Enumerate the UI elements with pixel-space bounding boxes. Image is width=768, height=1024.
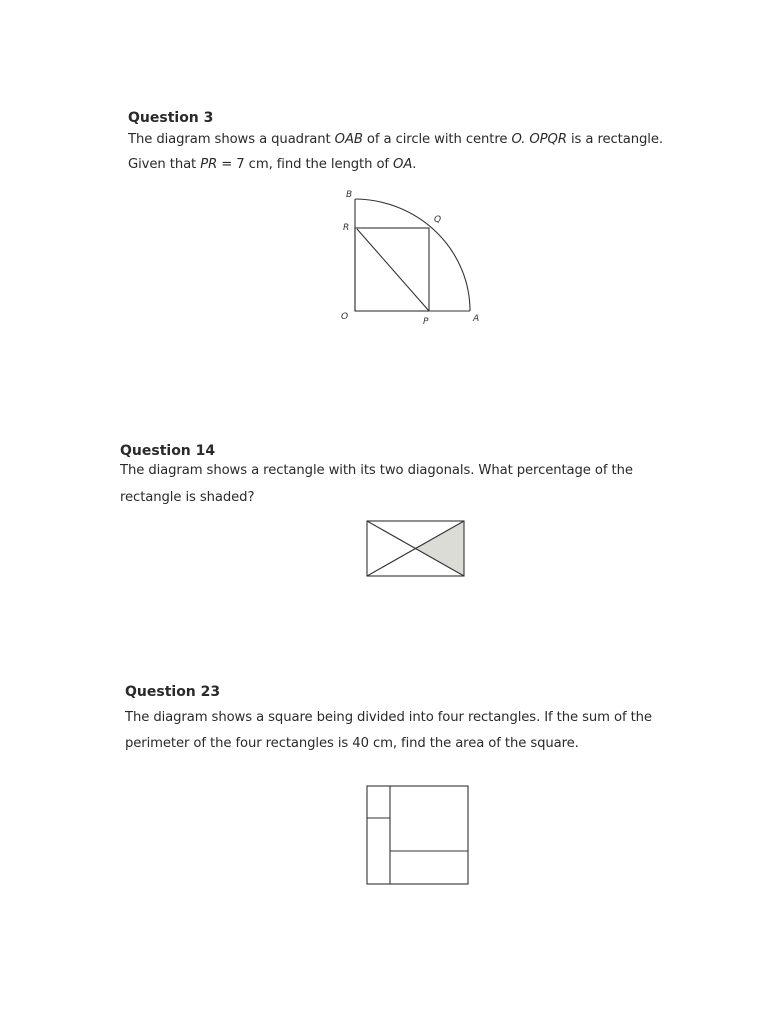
- outer-square: [367, 786, 468, 884]
- label-a: A: [473, 314, 480, 324]
- question-14-text-line-2: rectangle is shaded?: [120, 490, 255, 505]
- q3-l1-p2: of a circle with centre: [362, 132, 512, 147]
- label-q: Q: [434, 215, 442, 225]
- question-23-text-line-1: The diagram shows a square being divided into four rectangles. If the sum of the: [125, 710, 652, 725]
- q3-l2-p3: .: [412, 157, 417, 172]
- question-14-title: Question 14: [120, 443, 216, 459]
- label-b: B: [346, 190, 353, 200]
- q3-l1-i1: OAB: [334, 132, 363, 147]
- q3-l2-p2: = 7 cm, find the length of: [217, 157, 394, 172]
- q3-l2-i2: OA: [393, 157, 413, 172]
- question-23-title: Question 23: [125, 684, 221, 700]
- question-23-text-line-2: perimeter of the four rectangles is 40 cm, find the area of the square.: [125, 736, 579, 751]
- q3-l1-p4: is a rectangle.: [566, 132, 663, 147]
- q3-l1-p1: The diagram shows a quadrant: [128, 132, 335, 147]
- label-p: P: [423, 317, 429, 327]
- label-r: R: [343, 223, 350, 233]
- q3-l2-i1: PR: [200, 157, 218, 172]
- q3-l1-i2: O.: [511, 132, 526, 147]
- label-o: O: [341, 312, 349, 322]
- question-3-title: Question 3: [128, 110, 214, 126]
- question-14-text-line-1: The diagram shows a rectangle with its two diagonals. What percentage of the: [120, 463, 633, 478]
- q3-l2-p1: Given that: [128, 157, 201, 172]
- q3-l1-i3: OPQR: [529, 132, 567, 147]
